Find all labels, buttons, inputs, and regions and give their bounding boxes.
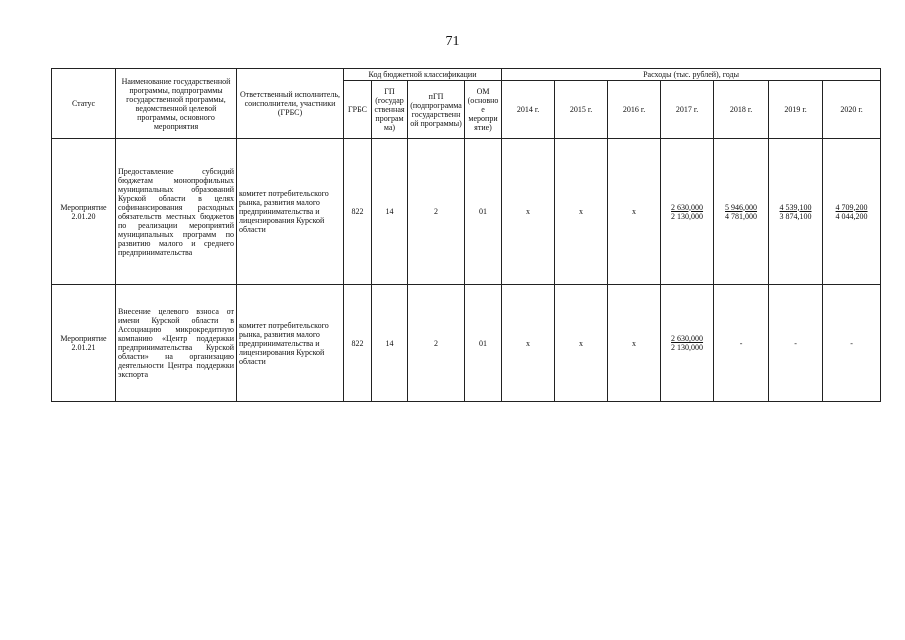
row-grbs: 822 — [344, 285, 372, 402]
value-2017-b: 2 130,000 — [671, 211, 704, 221]
budget-table — [51, 68, 881, 402]
header-gp: ГП (государственная программа) — [372, 81, 408, 139]
header-year-2018: 2018 г. — [714, 81, 769, 139]
value-2020-a: 4 709,200 — [835, 202, 868, 212]
header-budget-code: Код бюджетной классификации — [344, 69, 502, 81]
row-2014: х — [502, 139, 555, 285]
header-status: Статус — [52, 69, 116, 139]
row-2015: х — [555, 285, 608, 402]
row-2017 — [661, 139, 714, 285]
row-responsible: комитет потребительского рынка, развития малого предпринимательства и лицензирования Курской области — [237, 285, 344, 402]
header-year-2014: 2014 г. — [502, 81, 555, 139]
value-2020-b: 4 044,200 — [835, 211, 868, 221]
value-2019-a: 4 539,100 — [779, 202, 812, 212]
header-name: Наименование государственной программы, подпрограммы государственной программы, ведомственной целевой программы, основного мероприятия — [116, 69, 237, 139]
row-2018 — [714, 139, 769, 285]
header-grbs: ГРБС — [344, 81, 372, 139]
header-year-2019: 2019 г. — [769, 81, 823, 139]
row-responsible: комитет потребительского рынка, развития малого предпринимательства и лицензирования Курской области — [237, 139, 344, 285]
header-expenses: Расходы (тыс. рублей), годы — [502, 69, 881, 81]
header-year-2017: 2017 г. — [661, 81, 714, 139]
value-2017-a: 2 630,000 — [671, 334, 704, 343]
row-pgp: 2 — [408, 139, 465, 285]
value-2017-a: 2 630,000 — [671, 202, 704, 212]
header-om: ОМ (основное мероприятие) — [465, 81, 502, 139]
table-row — [52, 285, 881, 402]
row-2016: х — [608, 285, 661, 402]
row-2020: - — [823, 285, 881, 402]
row-om: 01 — [465, 285, 502, 402]
row-2017 — [661, 285, 714, 402]
row-status: Мероприятие 2.01.21 — [52, 285, 116, 402]
row-2020 — [823, 139, 881, 285]
row-2014: х — [502, 285, 555, 402]
value-2018-a: 5 946,000 — [725, 202, 758, 212]
value-2018-b: 4 781,000 — [725, 211, 758, 221]
value-2017-b: 2 130,000 — [671, 343, 704, 352]
row-2019 — [769, 139, 823, 285]
row-2019: - — [769, 285, 823, 402]
value-2019-b: 3 874,100 — [779, 211, 812, 221]
header-pgp: пГП (подпрограмма государственной программы) — [408, 81, 465, 139]
row-2018: - — [714, 285, 769, 402]
row-name: Внесение целевого взноса от имени Курской области в Ассоциацию микрокредитную компанию «Центр поддержки предпринимательства Курской области» на организацию деятельности Центра поддержки экспорта — [116, 285, 237, 402]
row-pgp: 2 — [408, 285, 465, 402]
header-year-2016: 2016 г. — [608, 81, 661, 139]
row-grbs: 822 — [344, 139, 372, 285]
page-number: 71 — [445, 34, 460, 49]
header-year-2020: 2020 г. — [823, 81, 881, 139]
row-status: Мероприятие 2.01.20 — [52, 139, 116, 285]
row-name: Предоставление субсидий бюджетам монопрофильных муниципальных образований Курской области в целях софинансирования расходных обязательств местных бюджетов по реализации мероприятий муниципальных программ по развитию малого и среднего предпринимательства — [116, 139, 237, 285]
row-2015: х — [555, 139, 608, 285]
header-responsible: Ответственный исполнитель, соисполнители, участники (ГРБС) — [237, 69, 344, 139]
row-gp: 14 — [372, 285, 408, 402]
header-year-2015: 2015 г. — [555, 81, 608, 139]
row-gp: 14 — [372, 139, 408, 285]
table-row — [52, 139, 881, 285]
row-om: 01 — [465, 139, 502, 285]
row-2016: х — [608, 139, 661, 285]
